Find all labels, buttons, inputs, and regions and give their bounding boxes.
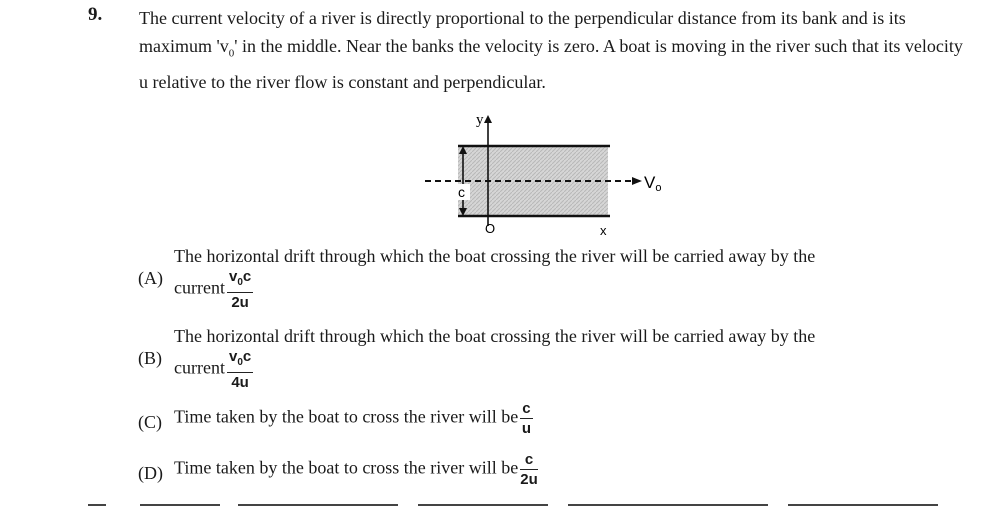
velocity-label-main: V — [644, 173, 656, 192]
option-c-denominator: u — [521, 420, 532, 437]
velocity-label-subscript: o — [655, 182, 662, 194]
next-question-cutoff — [88, 504, 948, 512]
velocity-label — [644, 173, 661, 194]
question-text-subscript: 0 — [228, 47, 235, 60]
option-b-line2 — [174, 348, 253, 391]
option-b-denominator: 4u — [231, 374, 249, 391]
option-d-fraction — [520, 451, 538, 488]
river-diagram — [420, 108, 680, 238]
y-axis-label: y — [476, 112, 484, 128]
option-a-line2 — [174, 268, 253, 311]
question-text-part1: The current velocity of a river is directly proportional to the perpendicular distance from its bank and is its maximum 'v — [139, 8, 906, 56]
option-c-lead: Time taken by the boat to cross the river will be — [174, 406, 519, 427]
option-b-numerator: $v_0c$ — [227, 348, 253, 373]
option-a-line1: The horizontal drift through which the boat crossing the river will be carried away by the — [174, 246, 816, 266]
origin-label: O — [485, 221, 496, 236]
question-text-part2: ' in the middle. Near the banks the velocity is zero. A boat is moving in the river such that its velocity u relative to the river flow is constant and perpendicular. — [139, 36, 963, 92]
width-label: c — [458, 184, 465, 200]
option-b-lead: current — [174, 357, 225, 378]
option-d-denominator: 2u — [520, 471, 538, 488]
velocity-arrow-head — [632, 177, 642, 185]
option-c-text — [174, 400, 533, 437]
x-axis-label: x — [600, 223, 607, 238]
option-c-fraction — [520, 400, 532, 437]
option-a-numerator: $v_0c$ — [227, 268, 253, 293]
option-d-label: (D) — [138, 463, 163, 483]
option-a-label: (A) — [138, 268, 163, 288]
option-d-text — [174, 451, 538, 488]
option-b-line1: The horizontal drift through which the boat crossing the river will be carried away by the — [174, 326, 816, 346]
option-c-numerator: c — [522, 400, 531, 417]
option-a-fraction — [227, 268, 253, 311]
question-number: 9. — [88, 4, 103, 25]
option-a-lead: current — [174, 277, 225, 298]
option-d-numerator: c — [520, 451, 538, 470]
option-b-label: (B) — [138, 348, 162, 368]
option-a-denominator: 2u — [231, 294, 249, 311]
option-c-label: (C) — [138, 412, 162, 432]
question-text — [139, 4, 969, 96]
option-d-lead: Time taken by the boat to cross the river will be — [174, 457, 519, 478]
option-b-fraction — [227, 348, 253, 391]
y-axis-arrow-head — [484, 115, 492, 123]
